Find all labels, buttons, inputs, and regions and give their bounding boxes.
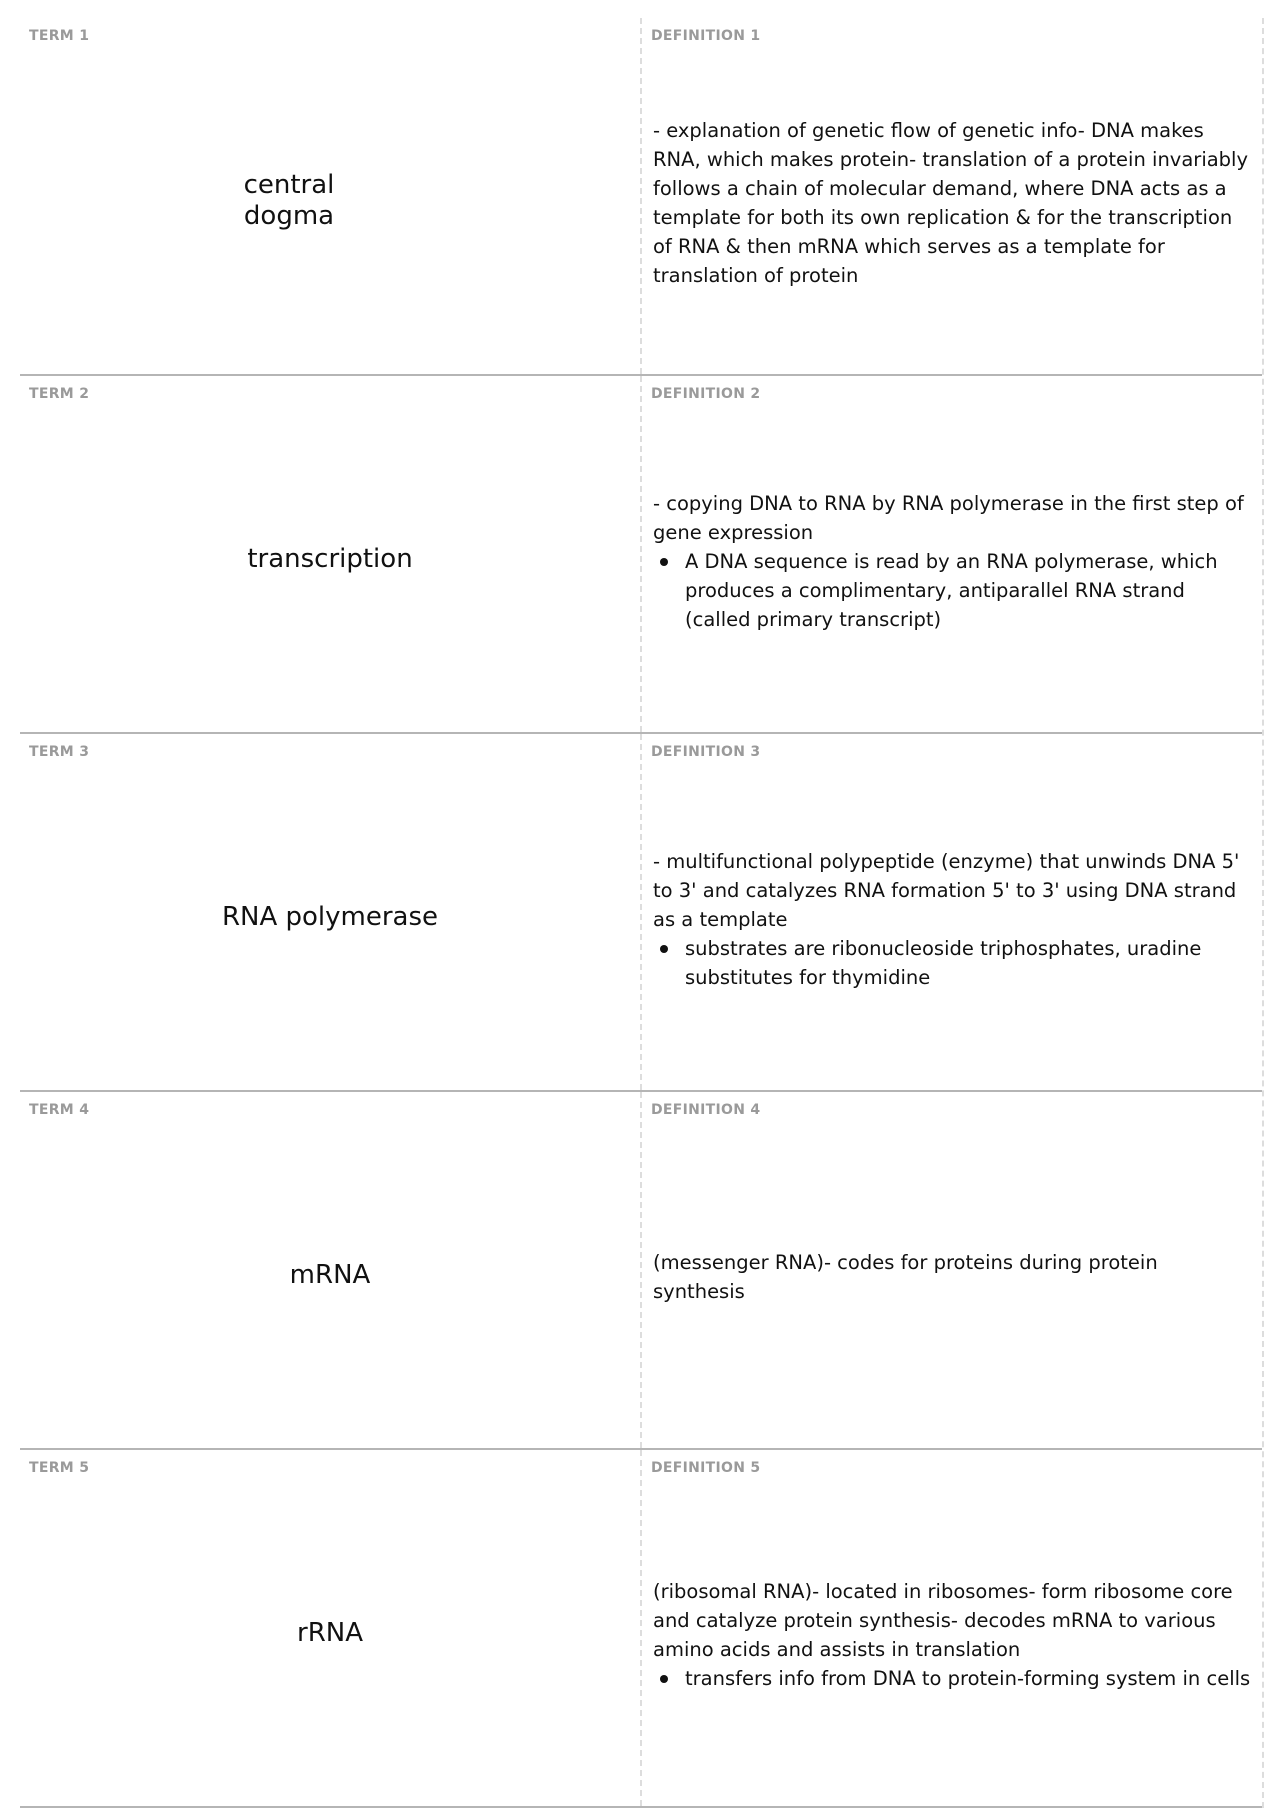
definition-cell [642, 18, 1262, 374]
definition-bullet: A DNA sequence is read by an RNA polymerase, which produces a complimentary, antiparallel RNA strand (called primary transcript) [685, 547, 1254, 634]
definition-label: DEFINITION 1 [651, 28, 761, 44]
term-text-container [20, 734, 640, 1090]
flashcard-row [20, 376, 1262, 734]
term-text: mRNA [289, 1259, 371, 1290]
term-cell [20, 1092, 642, 1448]
definition-cell [642, 734, 1262, 1090]
definition-bullet: substrates are ribonucleoside triphosphates, uradine substitutes for thymidine [685, 934, 1254, 992]
definition-label: DEFINITION 5 [651, 1460, 761, 1476]
definition-body [653, 18, 1254, 374]
term-text: transcription [247, 543, 413, 574]
term-label: TERM 2 [29, 386, 90, 402]
term-cell [20, 376, 642, 732]
term-text: central dogma [243, 170, 335, 231]
definition-body [653, 1092, 1254, 1448]
term-text-container [20, 18, 640, 374]
term-text-container [20, 376, 640, 732]
flashcard-row [20, 1092, 1262, 1450]
definition-text: (ribosomal RNA)- located in ribosomes- form ribosome core and catalyze protein synthesis- decodes mRNA to various amino acids and assists in translation [653, 1580, 1233, 1661]
definition-bullet-list [653, 1664, 1254, 1693]
term-label: TERM 5 [29, 1460, 90, 1476]
definition-cell [642, 376, 1262, 732]
term-label: TERM 4 [29, 1102, 90, 1118]
definition-bullet: transfers info from DNA to protein-forming system in cells [685, 1664, 1254, 1693]
term-text: rRNA [297, 1617, 363, 1648]
term-text-container [20, 1450, 640, 1806]
definition-text: (messenger RNA)- codes for proteins during protein synthesis [653, 1251, 1158, 1303]
definition-body [653, 734, 1254, 1090]
term-text-container [20, 1092, 640, 1448]
definition-bullet-list [653, 547, 1254, 634]
definition-label: DEFINITION 2 [651, 386, 761, 402]
term-cell [20, 18, 642, 374]
flashcard-row [20, 734, 1262, 1092]
definition-body [653, 1450, 1254, 1806]
definition-text: - multifunctional polypeptide (enzyme) that unwinds DNA 5' to 3' and catalyzes RNA formation 5' to 3' using DNA strand as a template [653, 849, 1240, 931]
definition-cell [642, 1450, 1262, 1806]
term-cell [20, 1450, 642, 1806]
definition-body [653, 376, 1254, 732]
definition-bullet-list [653, 934, 1254, 992]
term-label: TERM 1 [29, 28, 90, 44]
definition-cell [642, 1092, 1262, 1448]
term-cell [20, 734, 642, 1090]
definition-text: - copying DNA to RNA by RNA polymerase in the first step of gene expression [653, 491, 1244, 544]
definition-label: DEFINITION 4 [651, 1102, 761, 1118]
definition-text: - explanation of genetic flow of genetic info- DNA makes RNA, which makes protein- translation of a protein invariably follows a chain of molecular demand, where DNA acts as a template for both its own replication & for the transcription of RNA & then mRNA which serves as a template for translation of protein [653, 119, 1249, 287]
term-text: RNA polymerase [221, 901, 439, 932]
flashcard-sheet [20, 18, 1264, 1808]
term-label: TERM 3 [29, 744, 90, 760]
flashcard-row [20, 1450, 1262, 1808]
definition-label: DEFINITION 3 [651, 744, 761, 760]
flashcard-row [20, 18, 1262, 376]
